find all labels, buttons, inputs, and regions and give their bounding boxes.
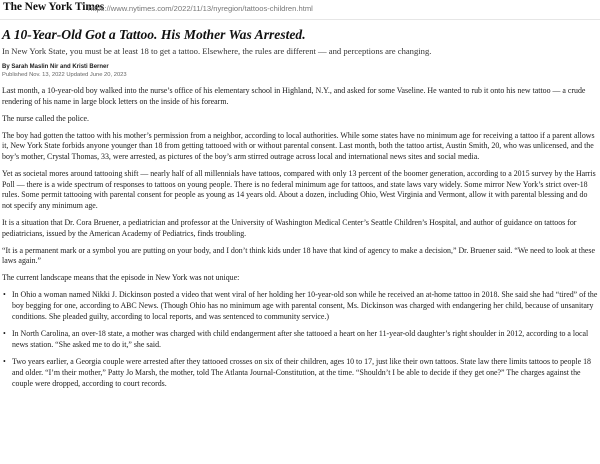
nyt-logo[interactable]: The New York Times — [3, 1, 105, 13]
browser-bar — [0, 0, 600, 20]
bullet-marker: • — [3, 357, 6, 367]
paragraph: Last month, a 10-year-old boy walked into the nurse’s office of his elementary school in Highland, N.Y., and asked for some Vaseline. He wanted to rub it onto his new tattoo — a crude rendering of his name in large block letters on the inside of his forearm. — [2, 86, 586, 106]
article-byline: By Sarah Maslin Nir and Kristi Berner — [2, 64, 109, 70]
list-item — [3, 290, 598, 322]
article-summary: In New York State, you must be at least 18 to get a tattoo. Elsewhere, the rules are different — and perceptions are changing. — [2, 46, 432, 56]
url-text[interactable]: https://www.nytimes.com/2022/11/13/nyregion/tattoos-children.html — [88, 4, 313, 13]
paragraph: Yet as societal mores around tattooing shift — nearly half of all millennials have tattoos, compared with only 13 percent of the boomer generation, according to a 2015 survey by the Harris Poll — there is a wide spectrum of responses to tattoos on young people. There is no federal minimum age for tattoos, and state laws vary widely. Some mirror New York’s strict over-18 rules. Some permit tattooing with parental consent for people as young as 14 years old. About a dozen, including Ohio, West Virginia and Vermont, allow it with parental blessing and do not specify any minimum age. — [2, 169, 596, 210]
list-item-text: Two years earlier, a Georgia couple were arrested after they tattooed crosses on six of their children, ages 10 to 17, just like their own tattoos. State law there limits tattoos to people 18 and older. “I’m their mother,” Patty Jo Marsh, the mother, told The Atlanta Journal-Constitution, at the time. “Shouldn’t I be able to decide if they get one?” The charges against the couple were dropped, according to court records. — [12, 357, 591, 388]
bullet-list — [2, 290, 598, 389]
paragraph: “It is a permanent mark or a symbol you are putting on your body, and I don’t think kids under 18 have that kind of agency to make a decision,” Dr. Bruener said. “We need to look at these laws again.” — [2, 245, 595, 266]
article — [2, 26, 598, 396]
paragraph: The current landscape means that the episode in New York was not unique: — [2, 273, 240, 283]
article-headline: A 10-Year-Old Got a Tattoo. His Mother Was Arrested. — [2, 27, 306, 42]
list-item — [3, 329, 598, 350]
article-dates: Published Nov. 13, 2022 Updated June 20, 2023 — [2, 72, 127, 78]
bullet-marker: • — [3, 290, 6, 300]
bullet-marker: • — [3, 329, 6, 339]
list-item — [3, 357, 598, 389]
paragraph: It is a situation that Dr. Cora Bruener, a pediatrician and professor at the University of Washington Medical Center’s Seattle Children’s Hospital, and author of guidance on tattoos for pediatricians, issued by the American Academy of Pediatrics, finds troubling. — [2, 217, 577, 238]
list-item-text: In Ohio a woman named Nikki J. Dickinson posted a video that went viral of her holding her 10-year-old son while he received an at-home tattoo in 2018. She said she had “tired” of the boy begging for one, according to ABC News. (Though Ohio has no minimum age with parental consent, Ms. Dickinson was charged with endangering her child, because of unsanitary conditions. She pleaded guilty, according to local reports, and was sentenced to community service.) — [12, 290, 598, 321]
paragraph: The nurse called the police. — [2, 113, 89, 123]
paragraph: The boy had gotten the tattoo with his mother’s permission from a neighbor, according to local authorities. While some states have no minimum age for receiving a tattoo if a parent allows it, New York State forbids anyone younger than 18 from getting tattooed with or without parental consent. Last month, both the tattoo artist, Austin Smith, 20, who was unlicensed, and the boy’s mother, Crystal Thomas, 33, were arrested, as pictures of the boy’s arm stirred outrage across local and international news sites and social media. — [2, 130, 595, 161]
article-body — [2, 86, 598, 389]
list-item-text: In North Carolina, an over-18 state, a mother was charged with child endangerment after she tattooed a heart on her 11-year-old daughter’s right shoulder in 2012, according to a local news station. “She asked me to do it,” she said. — [12, 329, 589, 349]
